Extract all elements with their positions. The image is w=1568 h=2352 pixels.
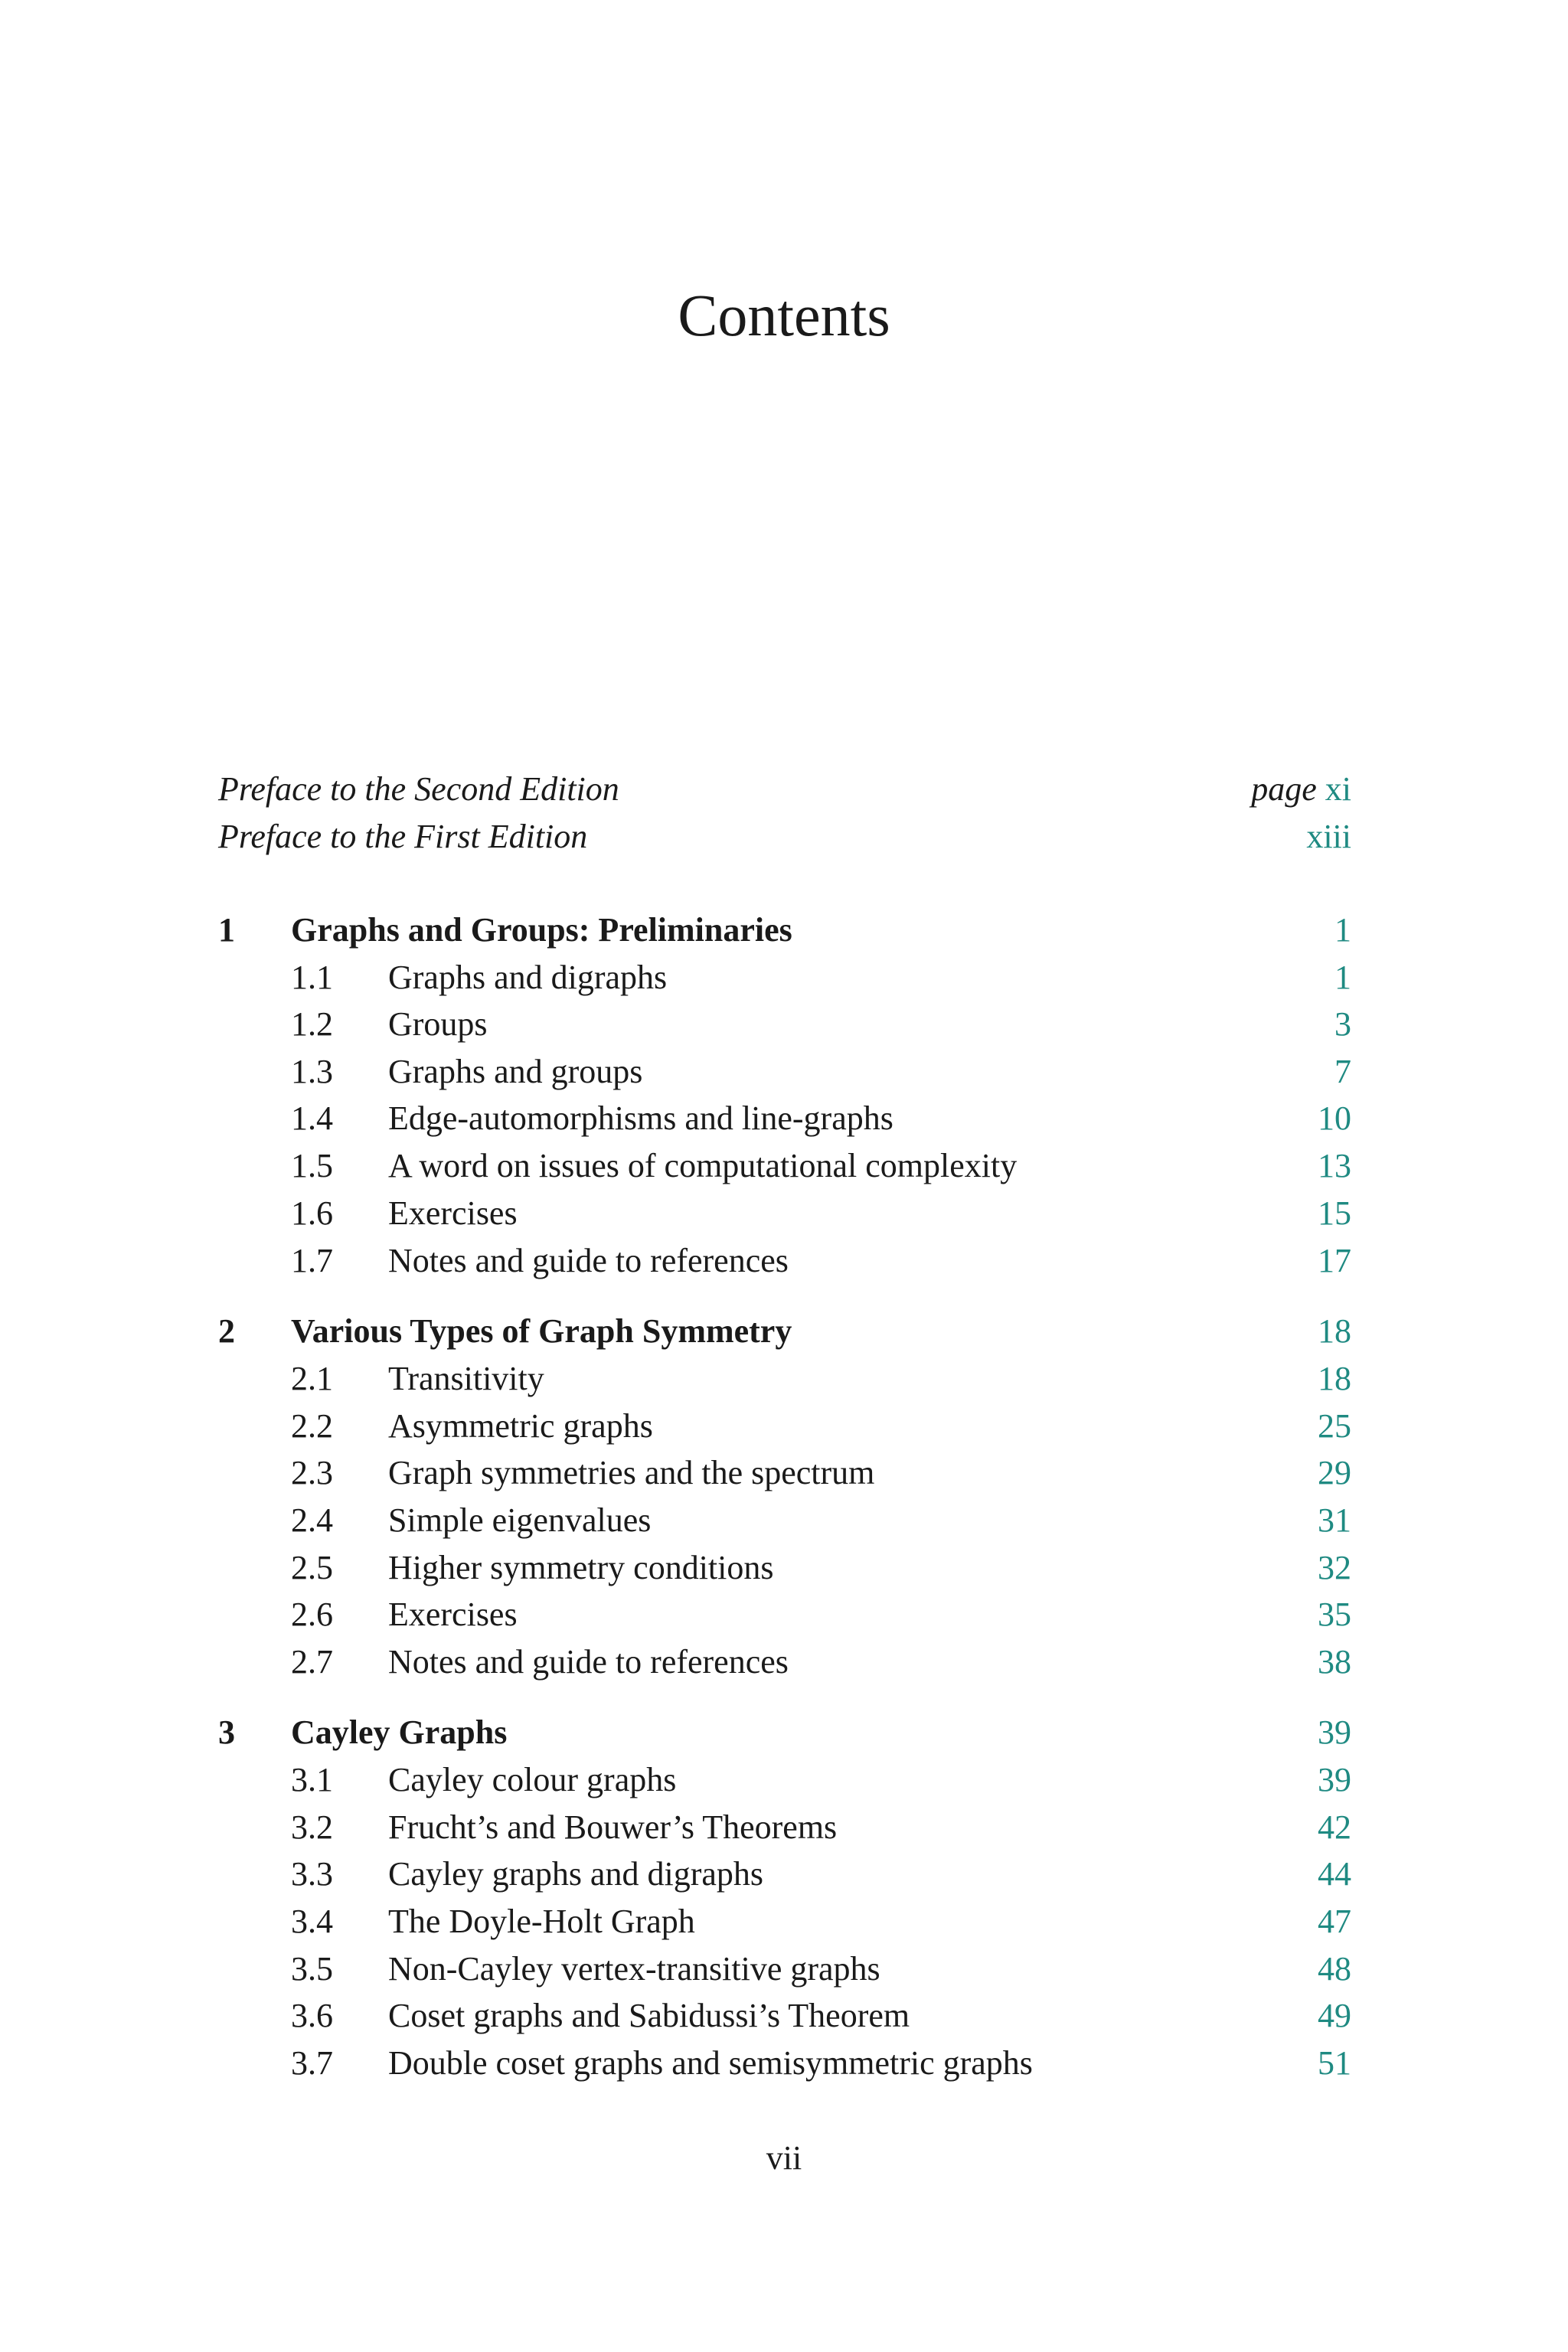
section-title: Frucht’s and Bouwer’s Theorems bbox=[388, 1808, 838, 1846]
chapter-title: Various Types of Graph Symmetry bbox=[291, 1312, 792, 1350]
toc-page-link[interactable]: 35 bbox=[1318, 1596, 1351, 1633]
toc-section-3-1[interactable] bbox=[218, 1756, 1351, 1804]
section-title: Double coset graphs and semisymmetric graphs bbox=[388, 2044, 1033, 2082]
toc-section-3-2[interactable] bbox=[218, 1804, 1351, 1851]
section-title: Edge-automorphisms and line-graphs bbox=[388, 1099, 893, 1137]
section-title: Exercises bbox=[388, 1596, 518, 1633]
section-title: Transitivity bbox=[388, 1360, 544, 1397]
section-number: 2.4 bbox=[291, 1501, 333, 1539]
section-number: 3.4 bbox=[291, 1903, 333, 1940]
toc-section-3-4[interactable] bbox=[218, 1898, 1351, 1945]
toc-section-1-7[interactable] bbox=[218, 1237, 1351, 1285]
section-number: 1.1 bbox=[291, 959, 333, 996]
section-number: 3.6 bbox=[291, 1997, 333, 2034]
section-number: 2.1 bbox=[291, 1360, 333, 1397]
toc-chapter-3[interactable] bbox=[218, 1709, 1351, 1756]
toc-section-2-4[interactable] bbox=[218, 1497, 1351, 1544]
toc-page-link[interactable]: 15 bbox=[1318, 1194, 1351, 1232]
toc-page-link[interactable]: 38 bbox=[1318, 1643, 1351, 1681]
toc-page-link[interactable]: 39 bbox=[1318, 1761, 1351, 1798]
section-title: A word on issues of computational complexity bbox=[388, 1147, 1018, 1184]
section-number: 1.7 bbox=[291, 1242, 333, 1279]
toc-page-link[interactable]: 32 bbox=[1318, 1549, 1351, 1586]
toc-page-link[interactable]: 44 bbox=[1318, 1855, 1351, 1893]
toc-section-2-3[interactable] bbox=[218, 1449, 1351, 1497]
toc-page-link[interactable]: 39 bbox=[1318, 1713, 1351, 1751]
section-title: Groups bbox=[388, 1005, 488, 1043]
toc-entry-preface-first[interactable] bbox=[218, 813, 1351, 861]
section-number: 3.5 bbox=[291, 1950, 333, 1988]
toc-page-link[interactable]: 1 bbox=[1334, 959, 1351, 996]
toc-page-link[interactable]: xi bbox=[1325, 770, 1351, 808]
section-number: 2.7 bbox=[291, 1643, 333, 1681]
chapter-number: 2 bbox=[218, 1312, 235, 1350]
toc-entry-preface-second[interactable] bbox=[218, 766, 1351, 813]
toc-page-link[interactable]: 42 bbox=[1318, 1808, 1351, 1846]
section-title: Graphs and digraphs bbox=[388, 959, 668, 996]
toc-entry-title: Preface to the Second Edition bbox=[218, 770, 619, 808]
section-number: 3.2 bbox=[291, 1808, 333, 1846]
section-title: Cayley colour graphs bbox=[388, 1761, 677, 1798]
toc-section-2-5[interactable] bbox=[218, 1544, 1351, 1592]
toc-section-2-6[interactable] bbox=[218, 1591, 1351, 1638]
section-number: 2.2 bbox=[291, 1407, 333, 1445]
section-number: 2.6 bbox=[291, 1596, 333, 1633]
chapter-title: Graphs and Groups: Preliminaries bbox=[291, 911, 792, 949]
toc-page-link[interactable]: 13 bbox=[1318, 1147, 1351, 1184]
section-title: Notes and guide to references bbox=[388, 1643, 789, 1681]
toc-section-2-7[interactable] bbox=[218, 1638, 1351, 1686]
toc-page-link[interactable]: 10 bbox=[1318, 1099, 1351, 1137]
toc-section-1-3[interactable] bbox=[218, 1048, 1351, 1096]
section-number: 3.3 bbox=[291, 1855, 333, 1893]
chapter-title: Cayley Graphs bbox=[291, 1713, 508, 1751]
toc-page-link[interactable]: 17 bbox=[1318, 1242, 1351, 1279]
section-title: Graph symmetries and the spectrum bbox=[388, 1454, 875, 1491]
toc-section-3-3[interactable] bbox=[218, 1851, 1351, 1898]
toc-page-link[interactable]: 48 bbox=[1318, 1950, 1351, 1988]
section-number: 1.4 bbox=[291, 1099, 333, 1137]
toc-section-1-1[interactable] bbox=[218, 954, 1351, 1001]
section-title: Exercises bbox=[388, 1194, 518, 1232]
section-title: Graphs and groups bbox=[388, 1053, 643, 1090]
toc-page-link[interactable]: 3 bbox=[1334, 1005, 1351, 1043]
page-folio-number: vii bbox=[766, 2139, 802, 2177]
section-title: Notes and guide to references bbox=[388, 1242, 789, 1279]
section-title: Higher symmetry conditions bbox=[388, 1549, 774, 1586]
toc-section-1-2[interactable] bbox=[218, 1001, 1351, 1048]
toc-chapter-1[interactable] bbox=[218, 906, 1351, 954]
section-title: Non-Cayley vertex-transitive graphs bbox=[388, 1950, 880, 1988]
toc-page-link[interactable]: 47 bbox=[1318, 1903, 1351, 1940]
toc-chapter-2[interactable] bbox=[218, 1308, 1351, 1355]
section-number: 1.5 bbox=[291, 1147, 333, 1184]
toc-page-link[interactable]: 49 bbox=[1318, 1997, 1351, 2034]
toc-section-2-1[interactable] bbox=[218, 1355, 1351, 1403]
section-number: 1.2 bbox=[291, 1005, 333, 1043]
toc-page-link[interactable]: 25 bbox=[1318, 1407, 1351, 1445]
toc-section-2-2[interactable] bbox=[218, 1403, 1351, 1450]
toc-section-1-6[interactable] bbox=[218, 1190, 1351, 1237]
toc-page-link[interactable]: 1 bbox=[1334, 911, 1351, 949]
section-number: 2.5 bbox=[291, 1549, 333, 1586]
section-title: The Doyle-Holt Graph bbox=[388, 1903, 695, 1940]
section-number: 1.3 bbox=[291, 1053, 333, 1090]
toc-section-3-7[interactable] bbox=[218, 2040, 1351, 2087]
section-number: 3.1 bbox=[291, 1761, 333, 1798]
section-title: Simple eigenvalues bbox=[388, 1501, 652, 1539]
section-title: Cayley graphs and digraphs bbox=[388, 1855, 763, 1893]
toc-page-link[interactable]: 31 bbox=[1318, 1501, 1351, 1539]
section-title: Coset graphs and Sabidussi’s Theorem bbox=[388, 1997, 910, 2034]
toc-page-link[interactable]: xiii bbox=[1306, 818, 1351, 855]
toc-section-3-6[interactable] bbox=[218, 1992, 1351, 2040]
section-number: 1.6 bbox=[291, 1194, 333, 1232]
toc-section-1-4[interactable] bbox=[218, 1095, 1351, 1142]
toc-page-link[interactable]: 51 bbox=[1318, 2044, 1351, 2082]
section-number: 3.7 bbox=[291, 2044, 333, 2082]
section-number: 2.3 bbox=[291, 1454, 333, 1491]
toc-page-link[interactable]: 7 bbox=[1334, 1053, 1351, 1090]
page-prefix-label: page bbox=[1251, 770, 1317, 808]
toc-page-link[interactable]: 29 bbox=[1318, 1454, 1351, 1491]
toc-page-link[interactable]: 18 bbox=[1318, 1312, 1351, 1350]
toc-section-1-5[interactable] bbox=[218, 1142, 1351, 1190]
page-title: Contents bbox=[678, 282, 890, 348]
toc-section-3-5[interactable] bbox=[218, 1945, 1351, 1993]
toc-page-link[interactable]: 18 bbox=[1318, 1360, 1351, 1397]
chapter-number: 1 bbox=[218, 911, 235, 949]
chapter-number: 3 bbox=[218, 1713, 235, 1751]
section-title: Asymmetric graphs bbox=[388, 1407, 653, 1445]
toc-entry-title: Preface to the First Edition bbox=[218, 818, 588, 855]
